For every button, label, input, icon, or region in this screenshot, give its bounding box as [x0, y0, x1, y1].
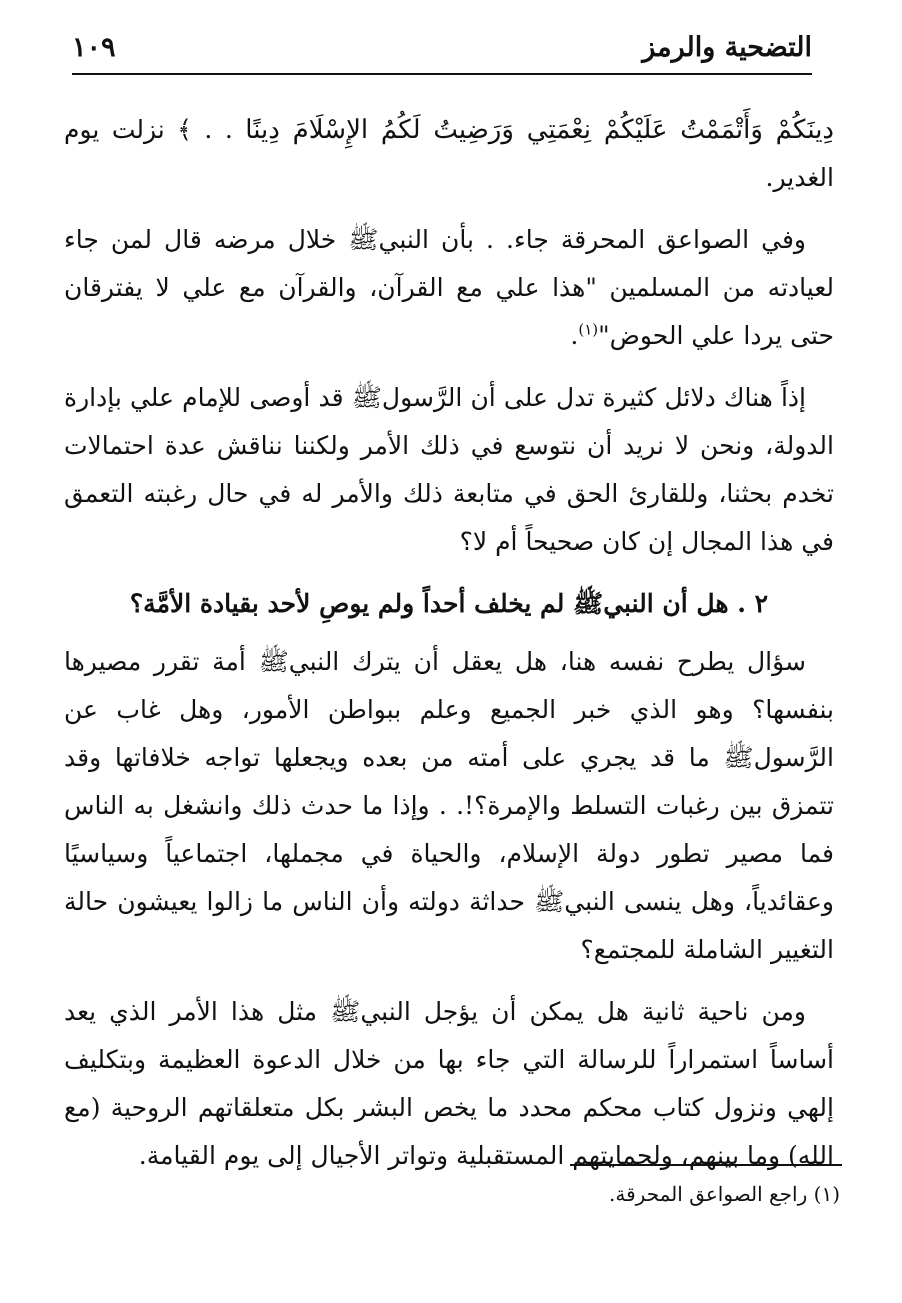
running-title: التضحية والرمز	[642, 32, 812, 63]
verse-closing: ﴾ نزلت يوم الغدير.	[64, 115, 834, 192]
paragraph-question: سؤال يطرح نفسه هنا، هل يعقل أن يترك النبيﷺ أمة تقرر مصيرها بنفسها؟ وهو الذي خبر الجميع وعلم ببواطن الأمور، وهل غاب عن الرَّسولﷺ ما قد يجري على أمته من بعده ويجعلها تواجه خلافاتها وقد تتمزق بين رغبات التسلط والإمرة؟!. . وإذا ما حدث ذلك وانشغل به الناس فما مصير تطور دولة الإسلام، والحياة في مجملها، اجتماعياً وسياسيًا وعقائدياً، وهل ينسى النبيﷺ حداثة دولته وأن الناس ما زالوا يعيشون حالة التغيير الشاملة للمجتمع؟	[64, 647, 834, 964]
running-header	[72, 28, 812, 72]
paragraph-sawaiq-text: وفي الصواعق المحرقة جاء. . بأن النبيﷺ خلال مرضه قال لمن جاء لعيادته من المسلمين "هذا علي مع القرآن، والقرآن مع علي لا يفترقان حتى يردا علي الحوض"	[64, 225, 834, 350]
footnote-divider	[570, 1164, 842, 1166]
quran-verse: دِينَكُمْ وَأَتْمَمْتُ عَلَيْكُمْ نِعْمَتِي وَرَضِيتُ لَكُمُ الإِسْلَامَ دِينًا	[245, 115, 835, 145]
footnote: (١) راجع الصواعق المحرقة.	[609, 1182, 840, 1206]
paragraph-second-aspect: ومن ناحية ثانية هل يمكن أن يؤجل النبيﷺ مثل هذا الأمر الذي يعد أساساً استمراراً للرسالة التي جاء بها من خلال الدعوة العظيمة وبتكليف إلهي ونزول كتاب محكم محدد ما يخص البشر بكل متعلقاتهم الروحية (مع الله) وما بينهم، ولحمايتهم المستقبلية وتواتر الأجيال إلى يوم القيامة.	[64, 997, 834, 1170]
verse-dots: . .	[191, 115, 246, 144]
footnote-reference: (١)	[578, 320, 599, 339]
page-number: ١٠٩	[72, 32, 116, 63]
header-divider	[72, 73, 812, 75]
paragraph-sawaiq	[64, 216, 834, 360]
paragraph-quran-verse	[64, 106, 834, 202]
main-text	[64, 106, 834, 1194]
paragraph-evidence: إذاً هناك دلائل كثيرة تدل على أن الرَّسولﷺ قد أوصى للإمام علي بإدارة الدولة، ونحن لا نريد أن نتوسع في ذلك الأمر ولكننا نناقش عدة احتمالات تخدم بحثنا، وللقارئ الحق في متابعة ذلك والأمر له في حال رغبته التعمق في هذا المجال إن كان صحيحاً أم لا؟	[64, 383, 834, 556]
paragraph-sawaiq-end: .	[570, 321, 579, 350]
section-heading: ٢ . هل أن النبيﷺ لم يخلف أحداً ولم يوصِ لأحد بقيادة الأمَّة؟	[129, 589, 769, 618]
